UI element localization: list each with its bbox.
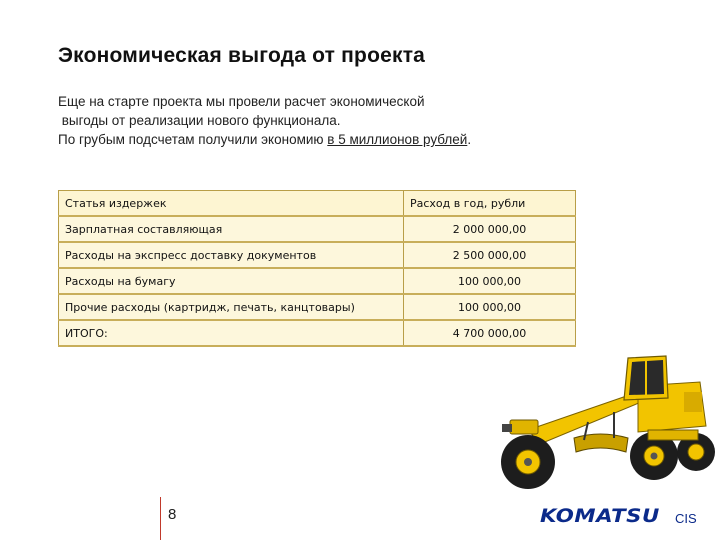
cost-item-cell: Расходы на бумагу xyxy=(59,268,404,294)
komatsu-logo: KOMATSU xyxy=(540,505,660,527)
page-number: 8 xyxy=(168,506,177,523)
footer-divider xyxy=(160,497,161,540)
brand-suffix: CIS xyxy=(675,511,697,526)
table-row xyxy=(59,268,576,294)
header-annual-cost: Расход в год, рубли xyxy=(404,191,576,217)
savings-highlight: в 5 миллионов рублей xyxy=(327,132,468,147)
cost-value-cell: 100 000,00 xyxy=(404,294,576,320)
intro-line-3 xyxy=(58,130,471,149)
intro-line-1: Еще на старте проекта мы провели расчет экономической xyxy=(58,94,425,109)
total-label-cell: ИТОГО: xyxy=(59,320,404,346)
total-value-cell: 4 700 000,00 xyxy=(404,320,576,346)
cost-item-cell: Зарплатная составляющая xyxy=(59,216,404,242)
cost-table xyxy=(58,190,576,347)
motor-grader-image xyxy=(488,352,716,502)
intro-line-3-prefix: По грубым подсчетам получили экономию xyxy=(58,132,328,147)
table-header-row xyxy=(59,191,576,217)
cost-value-cell: 100 000,00 xyxy=(404,268,576,294)
intro-text xyxy=(58,92,471,149)
table-row-total xyxy=(59,320,576,346)
cost-value-cell: 2 000 000,00 xyxy=(404,216,576,242)
cost-item-cell: Прочие расходы (картридж, печать, канцтовары) xyxy=(59,294,404,320)
page-title: Экономическая выгода от проекта xyxy=(58,44,426,67)
intro-line-2: выгоды от реализации нового функционала. xyxy=(58,113,341,128)
cost-value-cell: 2 500 000,00 xyxy=(404,242,576,268)
cost-item-cell: Расходы на экспресс доставку документов xyxy=(59,242,404,268)
table-row xyxy=(59,242,576,268)
header-cost-item: Статья издержек xyxy=(59,191,404,217)
table-row xyxy=(59,216,576,242)
intro-line-3-suffix: . xyxy=(467,132,472,147)
table-row xyxy=(59,294,576,320)
